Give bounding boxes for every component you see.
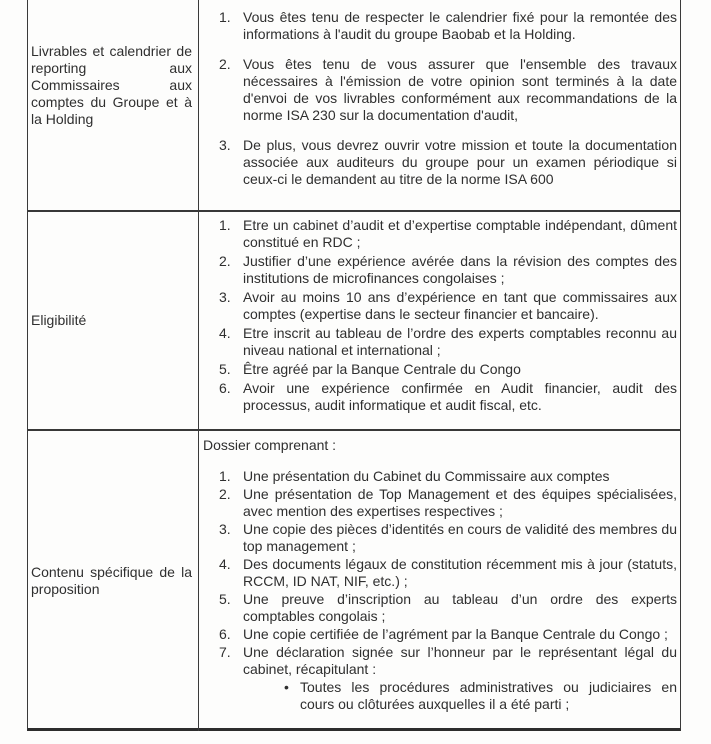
item-text: Une déclaration signée sur l’honneur par le représentant légal du cabinet, récapitulant : • Toutes les procédures administratives ou judiciaires en cours ou clôturées auxquelles il a été parti ; <box>243 644 677 712</box>
row-label-cell <box>28 431 199 731</box>
list-item <box>219 56 677 124</box>
item-number: 2. <box>219 56 231 72</box>
list-item <box>219 644 677 713</box>
list-item <box>219 361 677 378</box>
item-text: Etre inscrit au tableau de l’ordre des experts comptables reconnu au niveau national et international ; <box>243 325 677 358</box>
item-text: Justifier d’une expérience avérée dans la révision des comptes des institutions de microfinances congolaises ; <box>243 253 677 286</box>
numbered-list <box>219 217 677 414</box>
row-content-cell <box>199 212 680 429</box>
row-content-cell <box>199 0 680 210</box>
item-number: 6. <box>219 626 231 642</box>
item-text: Être agréé par la Banque Centrale du Congo <box>243 361 521 377</box>
requirements-table <box>27 0 681 731</box>
row-content-cell <box>199 431 680 731</box>
table-row-eligibilite <box>28 210 680 429</box>
row-label-cell <box>28 0 199 210</box>
item-number: 5. <box>219 361 231 377</box>
list-item <box>219 521 677 555</box>
item-number: 2. <box>219 486 231 502</box>
row-label: Livrables et calendrier de reporting aux Commissaires aux comptes du Groupe et à la Holding <box>31 43 192 127</box>
item-number: 3. <box>219 521 231 537</box>
item-text: De plus, vous devrez ouvrir votre mission et toute la documentation associée aux auditeurs du groupe pour un examen périodique si ceux-ci le demandent au titre de la norme ISA 600 <box>243 137 677 187</box>
item-number: 3. <box>219 289 231 305</box>
list-item <box>219 253 677 287</box>
list-item <box>219 468 677 485</box>
numbered-list <box>219 468 677 713</box>
item-text: Des documents légaux de constitution récemment mis à jour (statuts, RCCM, ID NAT, NIF, etc.) ; <box>243 556 677 589</box>
row-label: Eligibilité <box>31 312 87 328</box>
list-intro: Dossier comprenant : <box>203 437 337 453</box>
item-text: Une preuve d’inscription au tableau d’un ordre des experts comptables congolais ; <box>243 591 677 624</box>
bullet-text: Toutes les procédures administratives ou judiciaires en cours ou clôturées auxquelles il a été parti ; <box>300 679 677 712</box>
item-text: Avoir au moins 10 ans d’expérience en tant que commissaires aux comptes (expertise dans le secteur financier et bancaire). <box>243 289 677 322</box>
item-number: 1. <box>219 468 231 484</box>
list-item <box>219 556 677 590</box>
item-number: 6. <box>219 380 231 396</box>
list-item <box>219 591 677 625</box>
item-number: 1. <box>219 9 231 25</box>
list-item <box>219 626 677 643</box>
bullet-item <box>284 679 677 713</box>
table-row-livrables <box>28 0 680 210</box>
item-number: 2. <box>219 253 231 269</box>
item-number: 1. <box>219 217 231 233</box>
item-text: Une présentation du Cabinet du Commissaire aux comptes <box>243 468 610 484</box>
row-label-cell <box>28 212 199 429</box>
table-row-contenu <box>28 429 680 731</box>
numbered-list <box>219 9 677 188</box>
bullet-icon: • <box>284 679 289 695</box>
item-text: Une copie des pièces d’identités en cours de validité des membres du top management ; <box>243 521 677 554</box>
row-label: Contenu spécifique de la proposition <box>31 564 192 597</box>
list-item <box>219 486 677 520</box>
list-item <box>219 380 677 414</box>
item-number: 7. <box>219 644 231 660</box>
item-text: Avoir une expérience confirmée en Audit financier, audit des processus, audit informatique et audit fiscal, etc. <box>243 380 677 413</box>
item-text: Vous êtes tenu de vous assurer que l'ensemble des travaux nécessaires à l'émission de votre opinion sont terminés à la date d'envoi de vos livrables conformément aux recommandations de la norme ISA 230 sur la documentation d'audit, <box>243 56 677 123</box>
item-number: 4. <box>219 325 231 341</box>
item-text: Une présentation de Top Management et des équipes spécialisées, avec mention des expertises respectives ; <box>243 486 677 519</box>
item-text: Etre un cabinet d’audit et d’expertise comptable indépendant, dûment constitué en RDC ; <box>243 217 677 250</box>
list-item <box>219 325 677 359</box>
item-number: 4. <box>219 556 231 572</box>
item-number: 3. <box>219 137 231 153</box>
list-item <box>219 217 677 251</box>
item-text: Vous êtes tenu de respecter le calendrier fixé pour la remontée des informations à l'audit du groupe Baobab et la Holding. <box>243 9 677 42</box>
item-number: 5. <box>219 591 231 607</box>
list-item <box>219 137 677 188</box>
item-text: Une copie certifiée de l’agrément par la Banque Centrale du Congo ; <box>243 626 668 642</box>
list-item <box>219 289 677 323</box>
list-item <box>219 9 677 43</box>
